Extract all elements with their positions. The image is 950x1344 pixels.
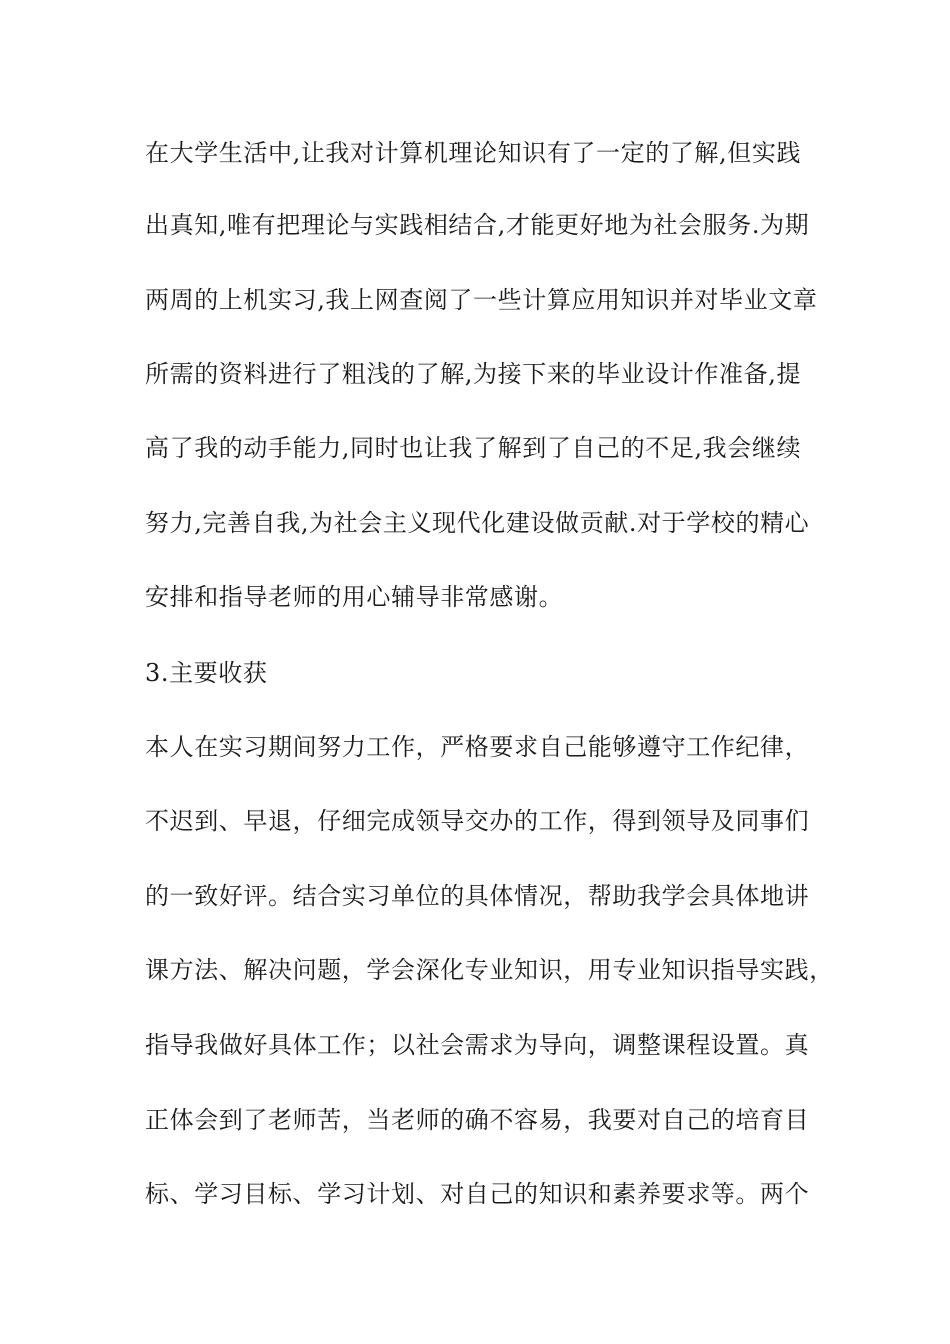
paragraph-line: 标、学习目标、学习计划、对自己的知识和素养要求等。两个 (145, 1180, 810, 1208)
paragraph-line: 指导我做好具体工作；以社会需求为导向，调整课程设置。真 (145, 1031, 810, 1059)
paragraph-line: 安排和指导老师的用心辅导非常感谢。 (145, 583, 564, 611)
paragraph-line: 两周的上机实习,我上网查阅了一些计算应用知识并对毕业文章 (145, 286, 818, 314)
paragraph-line: 课方法、解决问题，学会深化专业知识，用专业知识指导实践， (145, 956, 834, 984)
paragraph-line: 高了我的动手能力,同时也让我了解到了自己的不足,我会继续 (145, 434, 802, 462)
paragraph-line: 出真知,唯有把理论与实践相结合,才能更好地为社会服务.为期 (145, 211, 810, 239)
paragraph-line: 的一致好评。结合实习单位的具体情况，帮助我学会具体地讲 (145, 882, 810, 910)
section-heading: 3.主要收获 (145, 659, 268, 687)
paragraph-line: 正体会到了老师苦，当老师的确不容易，我要对自己的培育目 (145, 1106, 810, 1134)
paragraph-line: 在大学生活中,让我对计算机理论知识有了一定的了解,但实践 (145, 139, 802, 167)
paragraph-line: 不迟到、早退，仔细完成领导交办的工作，得到领导及同事们 (145, 807, 810, 835)
paragraph-line: 努力,完善自我,为社会主义现代化建设做贡献.对于学校的精心 (145, 509, 810, 537)
paragraph-line: 本人在实习期间努力工作，严格要求自己能够遵守工作纪律， (145, 733, 810, 761)
paragraph-line: 所需的资料进行了粗浅的了解,为接下来的毕业设计作准备,提 (145, 360, 802, 388)
